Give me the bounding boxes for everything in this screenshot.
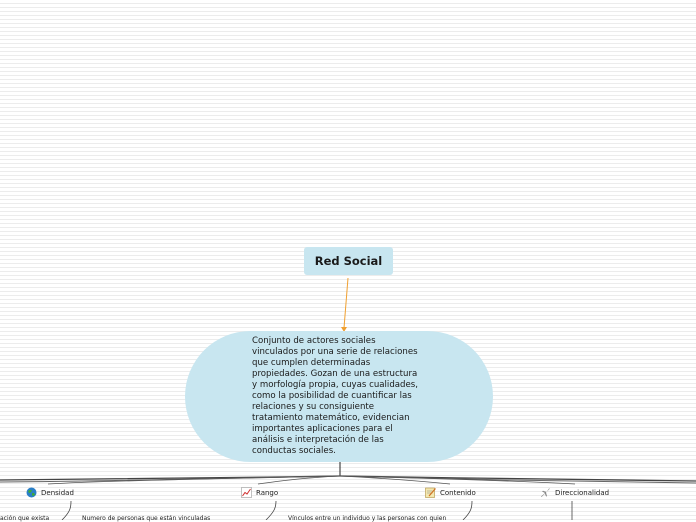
sub-line-rango	[266, 501, 276, 520]
branch-line-direccionalidad	[340, 476, 575, 484]
sub-text-rango: Numero de personas que están vinculadas	[82, 515, 211, 522]
branch-direccionalidad[interactable]	[540, 487, 609, 498]
root-title: Red Social	[314, 254, 383, 268]
root-node[interactable]	[304, 247, 393, 275]
notepad-icon	[425, 487, 436, 498]
central-node-text: Conjunto de actores sociales vinculados por una serie de relaciones que cumplen determinadas propiedades. Gozan de una estructura y morfología propia, cuyas cualidades, como la posibilidad de cuantificar las relaciones y su consiguiente tratamiento matemático, evidencian importantes aplicaciones para el análisis e interpretación de las conductas sociales.	[252, 336, 418, 456]
sub-text-contenido: Vínculos entre un individuo y las personas con quien	[288, 515, 447, 522]
branch-contenido[interactable]	[425, 487, 476, 498]
root-to-central-arrow	[344, 278, 348, 328]
sub-text-densidad: ación que exista	[0, 515, 50, 522]
branch-label: Densidad	[41, 488, 74, 497]
sub-line-densidad	[62, 501, 71, 520]
branch-rango[interactable]	[241, 487, 278, 498]
globe-icon	[26, 487, 37, 498]
airplane-icon	[540, 487, 551, 498]
branch-densidad[interactable]	[26, 487, 74, 498]
chart-icon	[241, 487, 252, 498]
branch-label: Rango	[256, 488, 279, 497]
branch-label: Direccionalidad	[555, 488, 610, 497]
branch-line-densidad	[48, 476, 340, 484]
sub-line-contenido	[463, 501, 472, 520]
branch-label: Contenido	[440, 488, 476, 497]
